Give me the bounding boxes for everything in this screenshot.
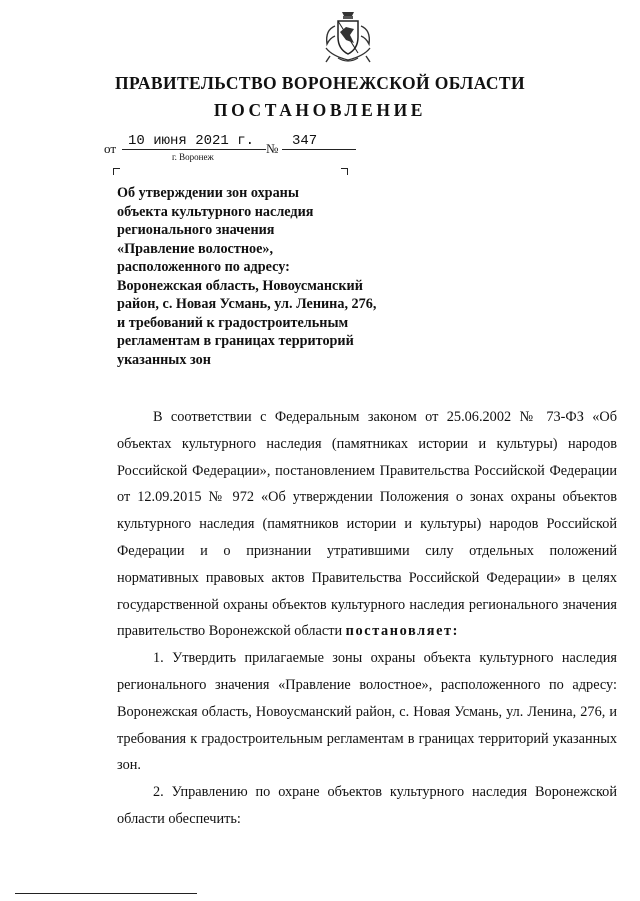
subject-line: Воронежская область, Новоусманский bbox=[117, 277, 363, 294]
subject-line: регламентам в границах территорий bbox=[117, 333, 354, 349]
right-corner-mark bbox=[341, 168, 348, 175]
subject-line: расположенного по адресу: bbox=[117, 259, 290, 275]
item-2-paragraph: 2. Управлению по охране объектов культурного наследия Воронежской области обеспечить: bbox=[117, 784, 617, 827]
document-number: 347 bbox=[282, 133, 356, 150]
resolves-word: постановляет: bbox=[345, 623, 459, 640]
subject-line: регионального значения bbox=[117, 222, 275, 238]
city-label: г. Воронеж bbox=[172, 152, 214, 162]
footer-rule bbox=[15, 893, 197, 894]
item-1-paragraph: 1. Утвердить прилагаемые зоны охраны объекта культурного наследия регионального значения «Правление волостное», расположенного по адресу: Воронежская область, Новоусманский район, с. Новая Усмань, ул. Ленина, 276, и требования к градостроительным регламентам в границах территорий указанных зон. bbox=[117, 650, 617, 774]
subject-line: район, с. Новая Усмань, ул. Ленина, 276, bbox=[117, 296, 377, 312]
date-prefix: от bbox=[104, 141, 117, 156]
document-subject bbox=[117, 184, 437, 369]
left-corner-mark bbox=[113, 168, 120, 175]
document-meta bbox=[104, 133, 364, 169]
subject-line: объекта культурного наследия bbox=[117, 203, 314, 220]
document-body bbox=[117, 404, 617, 833]
preamble-text: В соответствии с Федеральным законом от 25.06.2002 № 73-ФЗ «Об объектах культурного наследия (памятниках истории и культуры) народов Российской Федерации», постановлением Правительства Российской Федерации от 12.09.2015 № 972 «Об утверждении Положения о зонах охраны объектов культурного наследия (памятников истории и культуры) народов Российской Федерации и о признании утратившими силу отдельных положений нормативных правовых актов Правительства Российской Федерации» в целях государственной охраны объектов культурного наследия регионального значения правительство Воронежской области bbox=[117, 409, 617, 640]
government-heading: ПРАВИТЕЛЬСТВО ВОРОНЕЖСКОЙ ОБЛАСТИ bbox=[114, 73, 526, 93]
preamble-paragraph bbox=[117, 404, 617, 645]
subject-line: и требований к градостроительным bbox=[117, 314, 349, 331]
number-prefix: № bbox=[266, 141, 279, 156]
document-date: 10 июня 2021 г. bbox=[122, 133, 266, 150]
document-type-heading: ПОСТАНОВЛЕНИЕ bbox=[213, 100, 427, 120]
coat-of-arms-emblem bbox=[318, 8, 378, 68]
subject-line: указанных зон bbox=[117, 351, 211, 368]
subject-line: Об утверждении зон охраны bbox=[117, 185, 299, 201]
subject-line: «Правление волостное», bbox=[117, 240, 274, 257]
